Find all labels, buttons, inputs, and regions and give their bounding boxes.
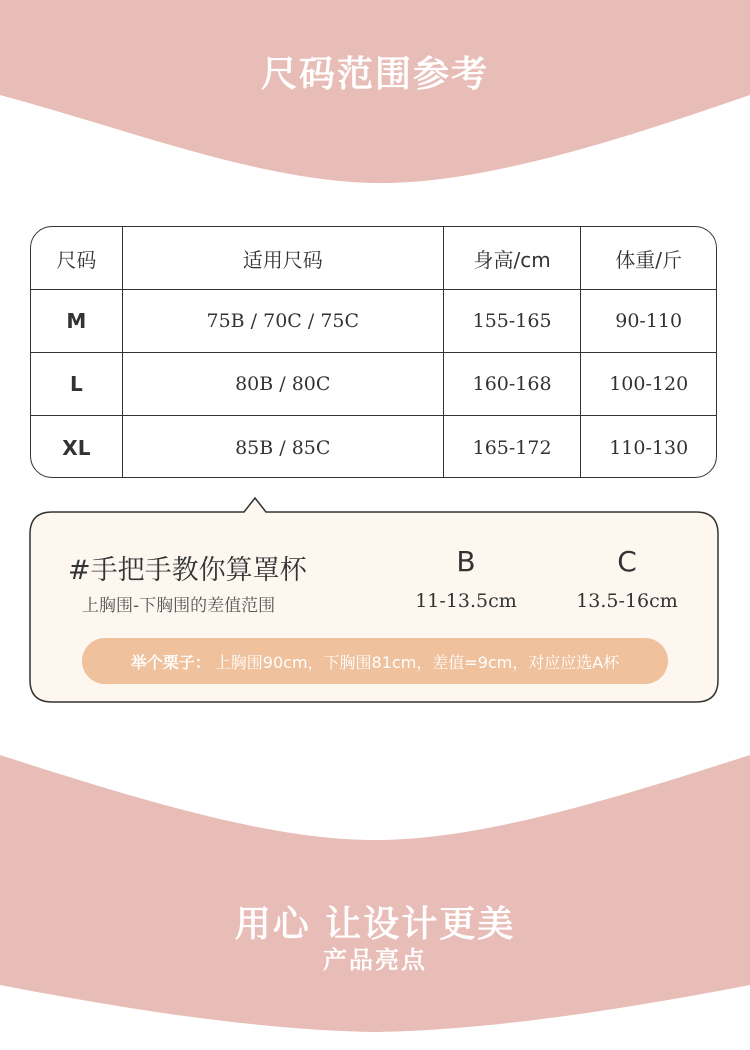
header-bra-size: 适用尺码 <box>123 227 444 289</box>
table-row <box>31 416 716 478</box>
table-header-row <box>31 227 716 290</box>
example-pill <box>82 638 668 684</box>
height-cell: 155-165 <box>444 290 582 352</box>
cup-guide-subtitle: 上胸围-下胸围的差值范围 <box>82 596 276 616</box>
page-title: 尺码范围参考 <box>260 54 489 95</box>
size-cell: M <box>31 290 123 352</box>
table-row <box>31 353 716 416</box>
bra-size-cell: 75B / 70C / 75C <box>123 290 444 352</box>
height-cell: 160-168 <box>444 353 582 415</box>
weight-cell: 90-110 <box>615 310 683 332</box>
size-cell: XL <box>31 416 123 478</box>
weight-cell: 100-120 <box>609 373 689 395</box>
bra-size-cell: 80B / 80C <box>123 353 444 415</box>
header-height: 身高/cm <box>444 227 582 289</box>
section-subtitle: 产品亮点 <box>323 946 427 974</box>
header-weight: 体重/斤 <box>615 247 683 272</box>
bra-size-cell: 85B / 85C <box>123 416 444 478</box>
header-size: 尺码 <box>31 227 123 289</box>
section-title: 用心 让设计更美 <box>234 904 516 945</box>
cup-c-range: 13.5-16cm <box>576 590 678 612</box>
size-table <box>30 226 717 478</box>
height-cell: 165-172 <box>444 416 582 478</box>
cup-c-label: C <box>617 545 637 578</box>
table-row <box>31 290 716 353</box>
example-text: 上胸围90cm，下胸围81cm，差值=9cm，对应应选A杯 <box>214 652 620 672</box>
cup-guide-title: #手把手教你算罩杯 <box>68 555 307 586</box>
example-lead: 举个栗子： <box>130 652 211 672</box>
cup-b-range: 11-13.5cm <box>415 590 517 612</box>
cup-b-label: B <box>456 545 476 578</box>
size-cell: L <box>31 353 123 415</box>
weight-cell: 110-130 <box>609 436 689 459</box>
